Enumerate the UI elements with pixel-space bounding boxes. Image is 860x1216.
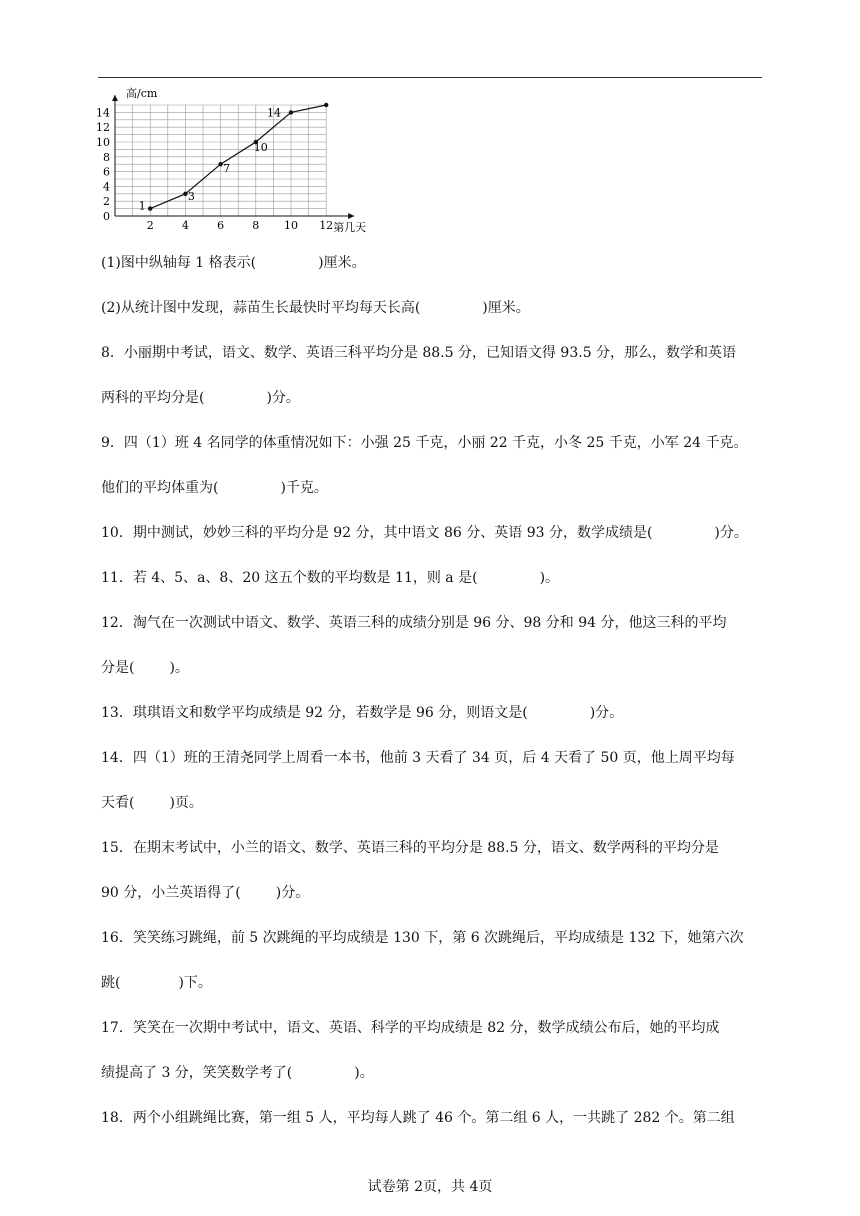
question-line <box>101 929 766 948</box>
data-point <box>324 103 328 107</box>
question-text: )千克。 <box>280 480 328 496</box>
x-tick-label: 4 <box>181 219 189 232</box>
y-axis-label: 高/cm <box>126 87 158 100</box>
question-text: 12．淘气在一次测试中语文、数学、英语三科的成绩分别是 96 分、98 分和 94 分，他这三科的平均 <box>101 615 727 631</box>
question-line <box>101 614 766 633</box>
question-text: 他们的平均体重为( <box>101 480 219 496</box>
question-text: )厘米。 <box>482 300 530 316</box>
question-text: 8．小丽期中考试，语文、数学、英语三科平均分是 88.5 分，已知语文得 93.5 分，那么，数学和英语 <box>101 345 737 361</box>
question-text: 16．笑笑练习跳绳，前 5 次跳绳的平均成绩是 130 下，第 6 次跳绳后，平均成绩是 132 下，她第六次 <box>101 930 744 946</box>
y-axis-arrow <box>112 95 118 101</box>
question-line <box>101 434 766 453</box>
question-text: 天看( <box>101 795 135 811</box>
data-point <box>148 206 152 210</box>
y-tick-label: 2 <box>103 195 110 209</box>
question-text: 11．若 4、5、a、8、20 这五个数的平均数是 11，则 a 是( <box>101 570 478 586</box>
question-line <box>101 524 766 543</box>
question-text: )厘米。 <box>318 255 366 271</box>
question-text: 分是( <box>101 660 135 676</box>
question-line <box>101 974 766 993</box>
y-tick-label: 10 <box>96 136 110 149</box>
x-tick-label: 12 <box>319 219 334 232</box>
question-text: 17．笑笑在一次期中考试中，语文、英语、科学的平均成绩是 82 分，数学成绩公布后，她的平均成 <box>101 1020 720 1036</box>
header-rule <box>98 77 762 78</box>
x-tick-label: 10 <box>284 219 298 232</box>
question-text: (1)图中纵轴每 1 格表示( <box>101 255 257 271</box>
question-line <box>101 1109 766 1128</box>
question-text: 18．两个小组跳绳比赛，第一组 5 人，平均每人跳了 46 个。第二组 6 人，一共跳了 282 个。第二组 <box>101 1110 735 1126</box>
question-text: 绩提高了 3 分，笑笑数学考了( <box>101 1065 293 1081</box>
question-line <box>101 839 766 858</box>
y-tick-label: 12 <box>96 121 110 135</box>
question-line <box>101 299 766 318</box>
question-line <box>101 569 766 588</box>
question-text: )下。 <box>178 975 212 991</box>
question-line <box>101 659 766 678</box>
point-label: 3 <box>187 189 195 203</box>
question-text: 10．期中测试，妙妙三科的平均分是 92 分，其中语文 86 分、英语 93 分，数学成绩是( <box>101 525 653 541</box>
question-text: 15．在期末考试中，小兰的语文、数学、英语三科的平均分是 88.5 分，语文、数学两科的平均分是 <box>101 840 719 856</box>
y-tick-label: 6 <box>103 165 110 179</box>
question-line <box>101 749 766 768</box>
question-line <box>101 884 766 903</box>
data-point <box>289 110 293 114</box>
question-line <box>101 1019 766 1038</box>
question-text: 14．四（1）班的王清尧同学上周看一本书，他前 3 天看了 34 页，后 4 天看了 50 页，他上周平均每 <box>101 750 735 766</box>
question-text: 两科的平均分是( <box>101 390 205 406</box>
y-tick-label: 8 <box>103 150 110 164</box>
question-text: )分。 <box>589 705 624 721</box>
question-line <box>101 254 766 273</box>
question-line <box>101 389 766 408</box>
x-tick-label: 6 <box>217 219 225 232</box>
question-line <box>101 704 766 723</box>
question-text: 13．琪琪语文和数学平均成绩是 92 分，若数学是 96 分，则语文是( <box>101 705 528 721</box>
question-text: )。 <box>169 660 189 676</box>
y-tick-label: 0 <box>103 210 110 223</box>
x-axis-label: 第几天 <box>333 221 367 234</box>
point-label: 10 <box>253 141 268 154</box>
question-line <box>101 794 766 813</box>
x-tick-label: 2 <box>146 219 154 232</box>
question-line <box>101 479 766 498</box>
question-line <box>101 1064 766 1083</box>
point-label: 14 <box>267 106 281 120</box>
y-tick-label: 14 <box>96 106 110 120</box>
growth-line-chart <box>92 84 382 242</box>
x-tick-label: 8 <box>252 219 260 232</box>
question-text: )。 <box>354 1065 374 1081</box>
question-text: 跳( <box>101 975 121 991</box>
question-text: )。 <box>539 570 560 586</box>
question-text: (2)从统计图中发现，蒜苗生长最快时平均每天长高( <box>101 300 421 316</box>
y-tick-label: 4 <box>103 180 110 194</box>
question-text: 9．四（1）班 4 名同学的体重情况如下：小强 25 千克，小丽 22 千克，小冬 25 千克，小军 24 千克。 <box>101 435 748 451</box>
point-label: 1 <box>138 199 146 213</box>
question-line <box>101 344 766 363</box>
question-text: )分。 <box>275 885 310 901</box>
question-text: 90 分，小兰英语得了( <box>101 885 241 901</box>
question-text: )分。 <box>266 390 300 406</box>
page-footer: 试卷第 2页，共 4页 <box>367 1179 493 1195</box>
x-axis-arrow <box>348 213 354 219</box>
point-label: 7 <box>223 162 231 176</box>
question-text: )分。 <box>714 525 748 541</box>
question-text: )页。 <box>169 795 203 811</box>
